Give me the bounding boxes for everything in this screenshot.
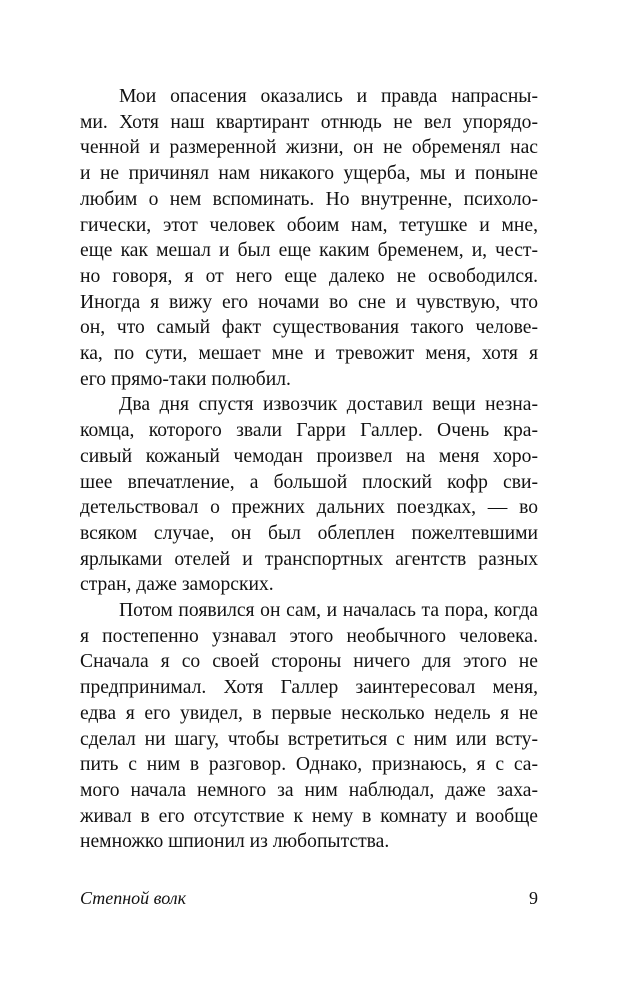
text-line: я постепенно узнавал этого необычного человека. (80, 625, 538, 647)
text-line: еще как мешал и был еще каким бременем, и, чест- (80, 240, 538, 262)
text-line: он, что самый факт существования такого челове- (80, 317, 538, 339)
text-line: любим о нем вспоминать. Но внутренне, психоло- (80, 188, 538, 210)
text-line: Мои опасения оказались и правда напрасны- (119, 86, 538, 107)
text-line: Иногда я вижу его ночами во сне и чувствую, что (80, 291, 538, 313)
page-footer (80, 888, 538, 909)
text-line: всяком случае, он был облеплен пожелтевшими (80, 522, 538, 544)
text-line: Сначала я со своей стороны ничего для этого не (80, 651, 538, 673)
running-title: Степной волк (80, 888, 187, 908)
text-line: сивый кожаный чемодан произвел на меня хоро- (80, 445, 538, 467)
text-line: Два дня спустя извозчик доставил вещи незна- (119, 394, 538, 416)
text-line: стран, даже заморских. (80, 574, 274, 596)
text-line: комца, которого звали Гарри Галлер. Очень кра- (80, 420, 538, 442)
text-line: предпринимал. Хотя Галлер заинтересовал меня, (80, 677, 538, 699)
text-line: ярлыками отелей и транспортных агентств разных (80, 548, 538, 570)
text-line: едва я его увидел, в первые несколько недель я не (80, 702, 538, 724)
text-line: его прямо-таки полюбил. (80, 368, 291, 390)
text-line: шее впечатление, а большой плоский кофр сви- (80, 471, 538, 493)
text-line: детельствовал о прежних дальних поездках, — во (80, 497, 538, 519)
text-line: но говоря, я от него еще далеко не освободился. (80, 265, 538, 287)
paragraph-3 (80, 598, 538, 855)
text-line: и не причинял нам никакого ущерба, мы и поныне (80, 163, 538, 185)
text-line: сделал ни шагу, чтобы встретиться с ним или всту- (80, 728, 538, 750)
paragraph-1 (80, 84, 538, 392)
text-line: немножко шпионил из любопытства. (80, 831, 390, 853)
text-line: пить с ним в разговор. Однако, признаюсь, я с са- (80, 754, 538, 776)
page-number: 9 (529, 888, 538, 908)
text-line: мого начала немного за ним наблюдал, даже заха- (80, 779, 538, 801)
text-line: ченной и размеренной жизни, он не обременял нас (80, 137, 538, 159)
text-line: живал в его отсутствие к нему в комнату и вообще (80, 805, 538, 827)
text-line: ми. Хотя наш квартирант отнюдь не вел упорядо- (80, 111, 538, 133)
text-line: Потом появился он сам, и началась та пора, когда (119, 600, 538, 622)
text-line: гически, этот человек обоим нам, тетушке и мне, (80, 214, 538, 236)
text-line: ка, по сути, мешает мне и тревожит меня, хотя я (80, 343, 538, 365)
paragraph-2 (80, 392, 538, 598)
page-body (80, 84, 538, 855)
